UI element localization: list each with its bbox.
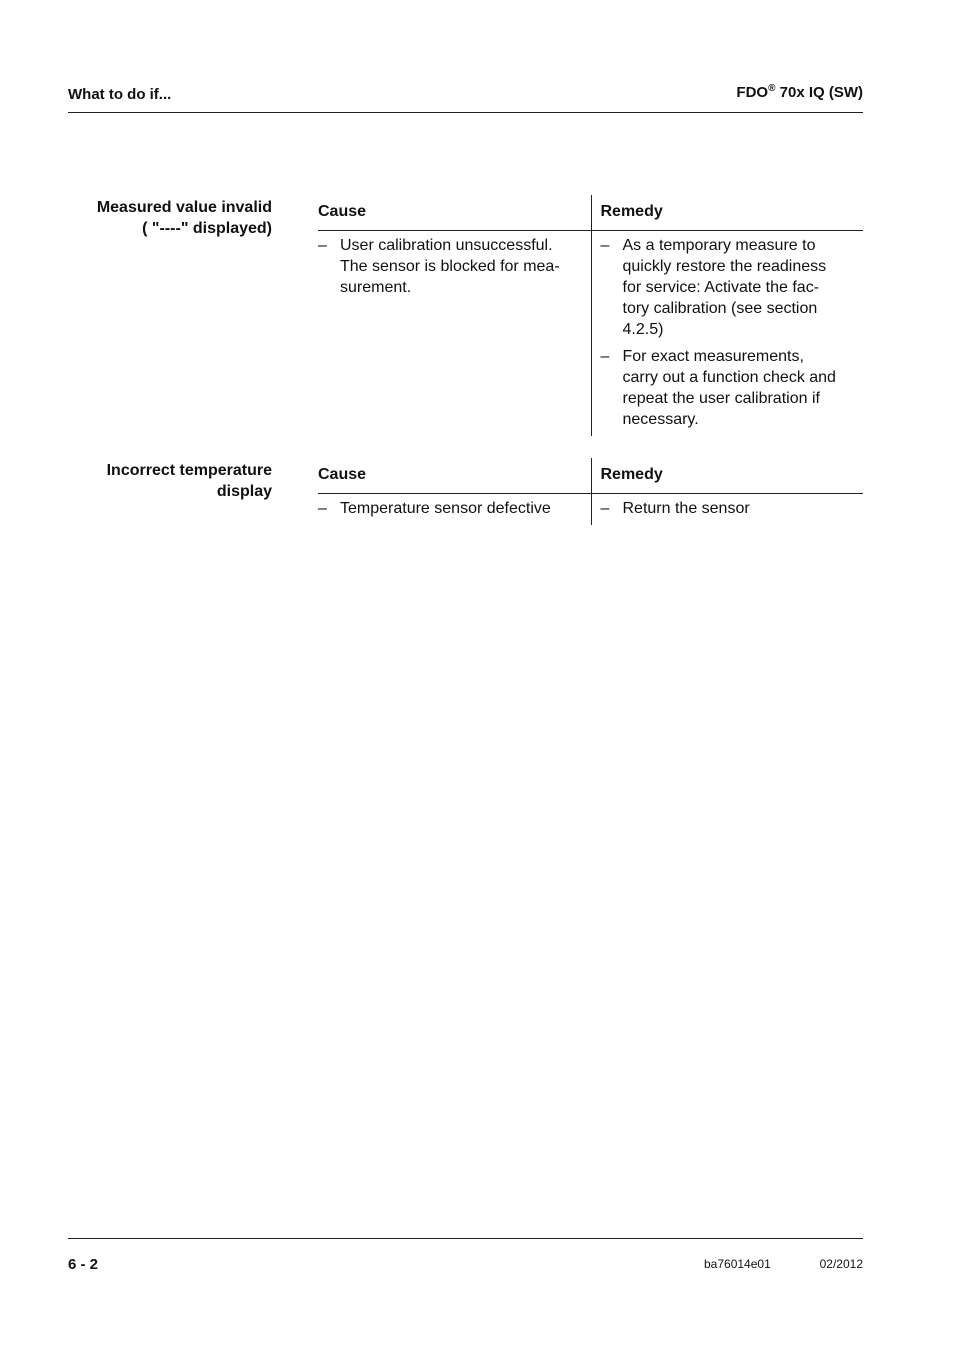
bullet-dash: – <box>318 500 327 517</box>
section-label-line: Incorrect temperature <box>106 462 272 479</box>
text-line: 4.2.5) <box>622 321 664 338</box>
remedy-column-header: Remedy <box>591 195 863 231</box>
table-row <box>318 494 863 526</box>
cause-text <box>340 235 591 298</box>
section-label-line: display <box>216 483 272 500</box>
product-name-suffix: 70x IQ (SW) <box>775 84 863 101</box>
section-label-line: ( "----" displayed) <box>142 220 272 237</box>
header-rule <box>68 112 863 113</box>
registered-mark: ® <box>768 83 776 94</box>
cause-remedy-table <box>318 458 863 525</box>
text-line: carry out a function check and <box>622 369 836 386</box>
bullet-dash: – <box>600 348 610 365</box>
footer-rule <box>68 1238 863 1239</box>
text-line: Return the sensor <box>622 500 750 517</box>
text-line: necessary. <box>622 411 699 428</box>
running-header-chapter: What to do if... <box>68 86 172 103</box>
text-line: quickly restore the readiness <box>622 258 827 275</box>
running-header-product <box>736 84 863 101</box>
section-label-line: Measured value invalid <box>96 199 272 216</box>
cause-item <box>318 498 591 519</box>
table-row <box>318 231 863 437</box>
cause-column-header: Cause <box>318 458 591 494</box>
text-line: As a temporary measure to <box>622 237 816 254</box>
bullet-dash: – <box>318 237 327 254</box>
remedy-item <box>601 235 864 340</box>
document-date: 02/2012 <box>819 1257 863 1271</box>
remedy-text <box>623 235 864 340</box>
text-line: For exact measurements, <box>622 348 804 365</box>
cause-remedy-table <box>318 195 863 436</box>
remedy-item <box>601 346 864 430</box>
bullet-dash: – <box>600 237 610 254</box>
remedy-text <box>623 346 864 430</box>
text-line: surement. <box>340 279 412 296</box>
section-label-incorrect-temperature-display <box>68 460 272 502</box>
section-label-measured-value-invalid <box>68 197 272 239</box>
remedy-column-header: Remedy <box>591 458 863 494</box>
remedy-cell <box>591 231 863 437</box>
document-id: ba76014e01 <box>704 1257 771 1271</box>
page-number: 6 - 2 <box>68 1256 99 1273</box>
remedy-text <box>623 498 864 519</box>
text-line: for service: Activate the fac- <box>622 279 820 296</box>
remedy-cell <box>591 494 863 526</box>
text-line: Temperature sensor defective <box>340 500 551 517</box>
product-name-prefix: FDO <box>736 84 769 101</box>
text-line: User calibration unsuccessful. <box>340 237 553 254</box>
cause-item <box>318 235 591 298</box>
text-line: repeat the user calibration if <box>622 390 820 407</box>
cause-text <box>340 498 591 519</box>
cause-cell <box>318 231 591 437</box>
text-line: tory calibration (see section <box>622 300 818 317</box>
remedy-item <box>601 498 864 519</box>
cause-cell <box>318 494 591 526</box>
text-line: The sensor is blocked for mea- <box>340 258 560 275</box>
bullet-dash: – <box>600 500 610 517</box>
cause-column-header: Cause <box>318 195 591 231</box>
